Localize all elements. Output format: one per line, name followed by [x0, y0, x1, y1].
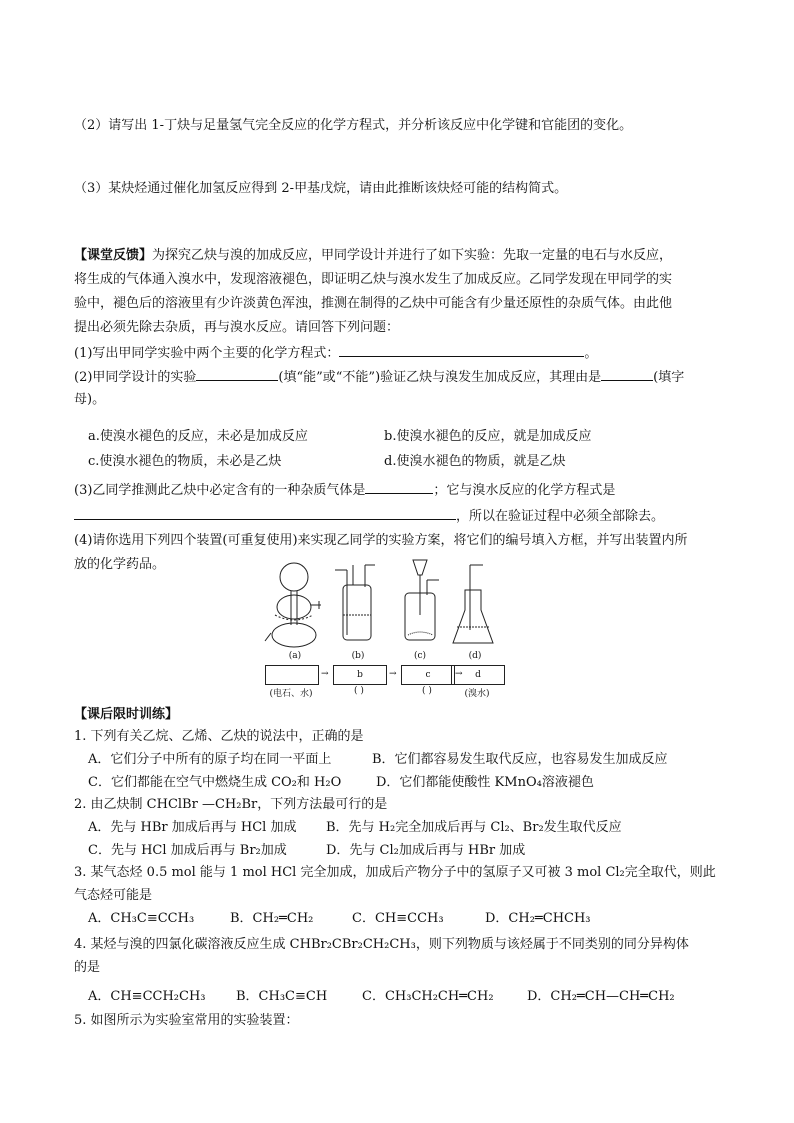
- sub-question-1-end: 。: [584, 346, 598, 361]
- answer-blank[interactable]: [339, 342, 584, 357]
- sub-question-2-text: (填“能”或“不能”)验证乙炔与溴发生加成反应，其理由是: [278, 370, 602, 385]
- practice-q3: 3. 某气态烃 0.5 mol 能与 1 mol HCl 完全加成，加成后产物分子中的氢原子又可被 3 mol Cl₂完全取代，则此: [74, 865, 716, 880]
- practice-q4-option-b: B．CH₃C≡CH: [236, 989, 328, 1004]
- practice-q3-option-d: D．CH₂═CHCH₃: [485, 911, 591, 926]
- option-a: a.使溴水褪色的反应，未必是加成反应: [88, 429, 308, 444]
- answer-blank[interactable]: [365, 479, 433, 494]
- question-3-text: （3）某炔烃通过催化加氢反应得到 2-甲基戊烷，请由此推断该炔烃可能的结构简式。: [74, 181, 568, 196]
- arrow-icon: →: [455, 669, 463, 679]
- apparatus-letter-b: (b): [351, 651, 365, 661]
- practice-q2-option-a: A．先与 HBr 加成后再与 HCl 加成: [88, 820, 297, 835]
- answer-blank[interactable]: [601, 366, 653, 381]
- sub-question-2: [74, 366, 684, 387]
- feedback-line-4: 提出必须先除去杂质，再与溴水反应。请回答下列问题：: [74, 320, 400, 335]
- apparatus-label-4: (溴水): [464, 689, 490, 699]
- feedback-text: 为探究乙炔与溴的加成反应，甲同学设计并进行了如下实验：先取一定量的电石与水反应，: [152, 248, 673, 263]
- apparatus-label-2: ( ): [354, 686, 364, 696]
- practice-q2-option-d: D．先与 Cl₂加成后再与 HBr 加成: [326, 843, 526, 858]
- practice-q1: 1. 下列有关乙烷、乙烯、乙炔的说法中，正确的是: [74, 729, 364, 744]
- feedback-heading: 【课堂反馈】: [74, 248, 153, 263]
- apparatus-label-1: (电石、水): [269, 689, 313, 699]
- apparatus-box-4[interactable]: d: [451, 665, 505, 685]
- practice-heading: 【课后限时训练】: [74, 707, 179, 722]
- apparatus-letter-d: (d): [468, 651, 482, 661]
- apparatus-drawing: [255, 555, 505, 655]
- apparatus-label-3: ( ): [422, 686, 432, 696]
- practice-q1-option-d: D．它们都能使酸性 KMnO₄溶液褪色: [376, 775, 594, 790]
- arrow-icon: →: [321, 669, 329, 679]
- option-b: b.使溴水褪色的反应，就是加成反应: [384, 429, 592, 444]
- kipp-middle-bulb: [277, 595, 311, 619]
- answer-blank[interactable]: [74, 505, 456, 520]
- apparatus-letter-a: (a): [288, 651, 302, 661]
- sub-question-3-text: ；它与溴水反应的化学方程式是: [433, 483, 616, 498]
- practice-q4-option-c: C．CH₃CH₂CH═CH₂: [362, 989, 494, 1004]
- sub-question-3-text: (3)乙同学推测此乙炔中必定含有的一种杂质气体是: [74, 483, 366, 498]
- sub-question-4-cont: 放的化学药品。: [74, 557, 166, 572]
- dropping-funnel: [413, 560, 427, 575]
- apparatus-box-3[interactable]: c: [401, 665, 455, 685]
- arrow-icon: →: [389, 669, 397, 679]
- feedback-line-3: 验中，褪色后的溶液里有少许淡黄色浑浊，推测在制得的乙炔中可能含有少量还原性的杂质气体。由此他: [74, 296, 673, 311]
- practice-q2: 2. 由乙炔制 CHClBr —CH₂Br，下列方法最可行的是: [74, 797, 388, 812]
- sub-question-1-text: (1)写出甲同学实验中两个主要的化学方程式：: [74, 346, 340, 361]
- option-c: c.使溴水褪色的物质，未必是乙炔: [88, 454, 282, 469]
- sub-question-3-text: ，所以在验证过程中必须全部除去。: [456, 509, 665, 524]
- practice-q5: 5. 如图所示为实验室常用的实验装置：: [74, 1013, 299, 1028]
- practice-q3-option-a: A．CH₃C≡CCH₃: [88, 911, 195, 926]
- practice-q1-option-a: A．它们分子中所有的原子均在同一平面上: [88, 752, 332, 767]
- answer-blank[interactable]: [196, 366, 278, 381]
- practice-q4-option-d: D．CH₂═CH—CH═CH₂: [527, 989, 675, 1004]
- practice-q2-option-c: C．先与 HCl 加成后再与 Br₂加成: [88, 843, 287, 858]
- apparatus-box-1[interactable]: [265, 665, 319, 685]
- practice-q3-cont: 气态烃可能是: [74, 888, 153, 903]
- feedback-line-2: 将生成的气体通入溴水中，发现溶液褪色，即证明乙炔与溴水发生了加成反应。乙同学发现在甲同学的实: [74, 272, 673, 287]
- kipp-bottom-bulb: [272, 623, 316, 647]
- practice-q3-option-c: C．CH≡CCH₃: [352, 911, 444, 926]
- sub-question-2-cont: 母)。: [74, 392, 106, 407]
- practice-q4-option-a: A．CH≡CCH₂CH₃: [88, 989, 206, 1004]
- sub-question-3-cont: [74, 505, 664, 526]
- question-2-text: （2）请写出 1-丁炔与足量氢气完全反应的化学方程式，并分析该反应中化学键和官能团的变化。: [74, 118, 633, 133]
- practice-q4-cont: 的是: [74, 960, 101, 975]
- apparatus-letter-c: (c): [413, 651, 427, 661]
- sub-question-4: (4)请你选用下列四个装置(可重复使用)来实现乙同学的实验方案，将它们的编号填入方框，并写出装置内所: [74, 533, 688, 548]
- sub-question-2-text: (填字: [653, 370, 685, 385]
- sub-question-2-text: (2)甲同学设计的实验: [74, 370, 197, 385]
- practice-q1-option-b: B．它们都容易发生取代反应，也容易发生加成反应: [372, 752, 668, 767]
- practice-q2-option-b: B．先与 H₂完全加成后再与 Cl₂、Br₂发生取代反应: [326, 820, 622, 835]
- practice-q1-option-c: C．它们都能在空气中燃烧生成 CO₂和 H₂O: [88, 775, 342, 790]
- sub-question-1: [74, 342, 597, 363]
- practice-q4: 4. 某烃与溴的四氯化碳溶液反应生成 CHBr₂CBr₂CH₂CH₃，则下列物质与该烃属于不同类别的同分异构体: [74, 937, 689, 952]
- erlenmeyer-flask-d: [453, 590, 493, 643]
- apparatus-box-2[interactable]: b: [333, 665, 387, 685]
- sub-question-3: [74, 479, 615, 500]
- kipp-top-bulb: [280, 563, 308, 591]
- option-d: d.使溴水褪色的物质，就是乙炔: [384, 454, 566, 469]
- feedback-line-1: [74, 246, 672, 265]
- practice-q3-option-b: B．CH₂═CH₂: [230, 911, 314, 926]
- apparatus-figure: [255, 555, 505, 700]
